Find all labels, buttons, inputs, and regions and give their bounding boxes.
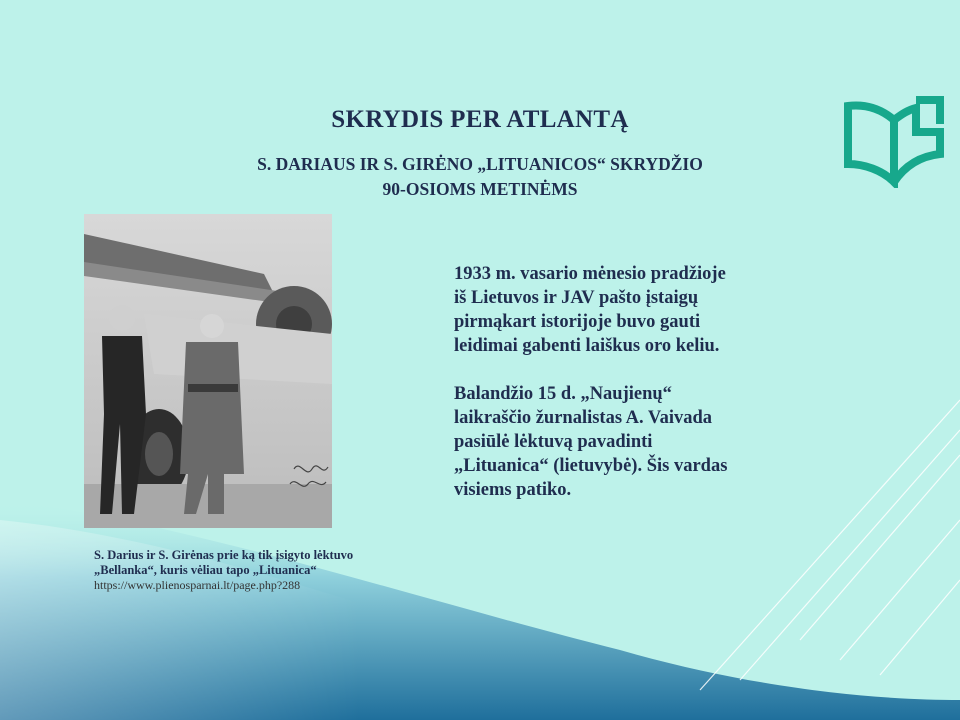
paragraph-2 — [454, 382, 834, 502]
text-line: pasiūlė lėktuvą pavadinti — [454, 432, 653, 452]
text-line: Balandžio 15 d. „Naujienų“ — [454, 384, 672, 404]
page-subtitle — [0, 152, 960, 202]
caption-url[interactable]: https://www.plienosparnai.lt/page.php?288 — [94, 578, 301, 592]
page-title: SKRYDIS PER ATLANTĄ — [331, 106, 629, 133]
photo-caption — [94, 548, 474, 593]
caption-line: „Bellanka“, kuris vėliau tapo „Lituanica“ — [94, 563, 317, 577]
text-line: leidimai gabenti laiškus oro keliu. — [454, 336, 720, 356]
historical-photo — [84, 214, 332, 528]
text-line: laikraščio žurnalistas A. Vaivada — [454, 408, 713, 428]
subtitle-line: 90-OSIOMS METINĖMS — [382, 179, 578, 199]
subtitle-line: S. DARIAUS IR S. GIRĖNO „LITUANICOS“ SKRYDŽIO — [257, 154, 703, 174]
text-line: „Lituanica“ (lietuvybė). Šis vardas — [454, 456, 728, 476]
text-line: iš Lietuvos ir JAV pašto įstaigų — [454, 288, 699, 308]
paragraph-1 — [454, 262, 834, 358]
book-logo-icon — [842, 96, 946, 188]
body-text — [454, 262, 834, 526]
photo-image — [84, 214, 332, 528]
caption-line: S. Darius ir S. Girėnas prie ką tik įsigyto lėktuvo — [94, 548, 354, 562]
text-line: visiems patiko. — [454, 480, 572, 500]
text-line: pirmąkart istorijoje buvo gauti — [454, 312, 701, 332]
text-line: 1933 m. vasario mėnesio pradžioje — [454, 264, 726, 284]
